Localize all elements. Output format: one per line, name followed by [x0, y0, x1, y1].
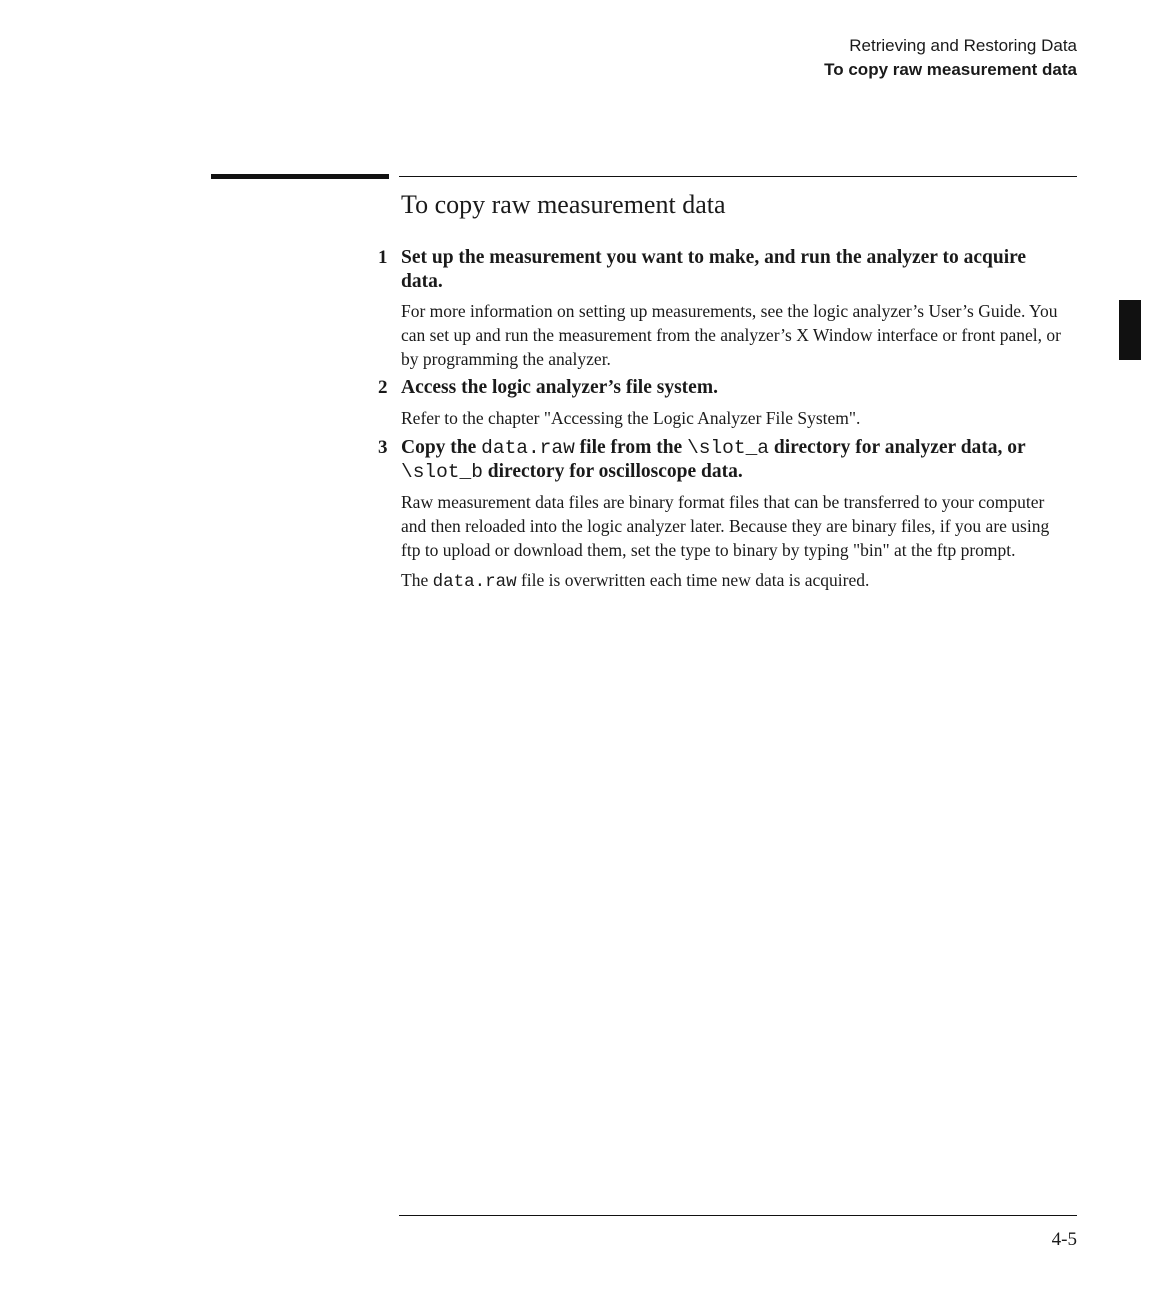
code-directory: \slot_a	[687, 437, 769, 459]
code-filename: data.raw	[432, 572, 517, 592]
section-rule-thick	[211, 174, 389, 179]
step-heading: Access the logic analyzer’s file system.	[401, 377, 718, 398]
step-body-note: The data.raw file is overwritten each time new data is acquired.	[401, 570, 870, 592]
footer-rule	[399, 1215, 1077, 1216]
running-header	[824, 34, 1077, 82]
step-3	[360, 436, 1065, 594]
step-heading: Set up the measurement you want to make, and run the analyzer to acquire data.	[401, 247, 1027, 292]
code-filename: data.raw	[481, 437, 575, 459]
section-rule-thin	[399, 176, 1077, 177]
header-chapter: Retrieving and Restoring Data	[849, 36, 1077, 55]
step-body: Refer to the chapter "Accessing the Logic Analyzer File System".	[401, 408, 861, 428]
step-number: 3	[378, 437, 388, 458]
step-2	[360, 376, 1065, 430]
step-body: For more information on setting up measurements, see the logic analyzer’s User’s Guide. You can set up and run the measurement from the analyzer’s X Window interface or front panel, or by programming the analyzer.	[401, 301, 1062, 369]
chapter-tab-marker	[1119, 300, 1141, 360]
step-heading: Copy the data.raw file from the \slot_a directory for analyzer data, or \slot_b directory for oscilloscope data.	[401, 437, 1026, 483]
step-body: Raw measurement data files are binary format files that can be transferred to your computer and then reloaded into the logic analyzer later. Because they are binary files, if you are using ftp to upload or download them, set the type to binary by typing "bin" at the ftp prompt.	[401, 492, 1050, 560]
code-directory: \slot_b	[401, 461, 483, 483]
step-1	[360, 246, 1065, 371]
step-number: 2	[378, 377, 388, 398]
step-number: 1	[378, 247, 388, 268]
header-section: To copy raw measurement data	[824, 60, 1077, 79]
page-title: To copy raw measurement data	[401, 190, 726, 219]
page-number: 4-5	[1051, 1229, 1077, 1250]
